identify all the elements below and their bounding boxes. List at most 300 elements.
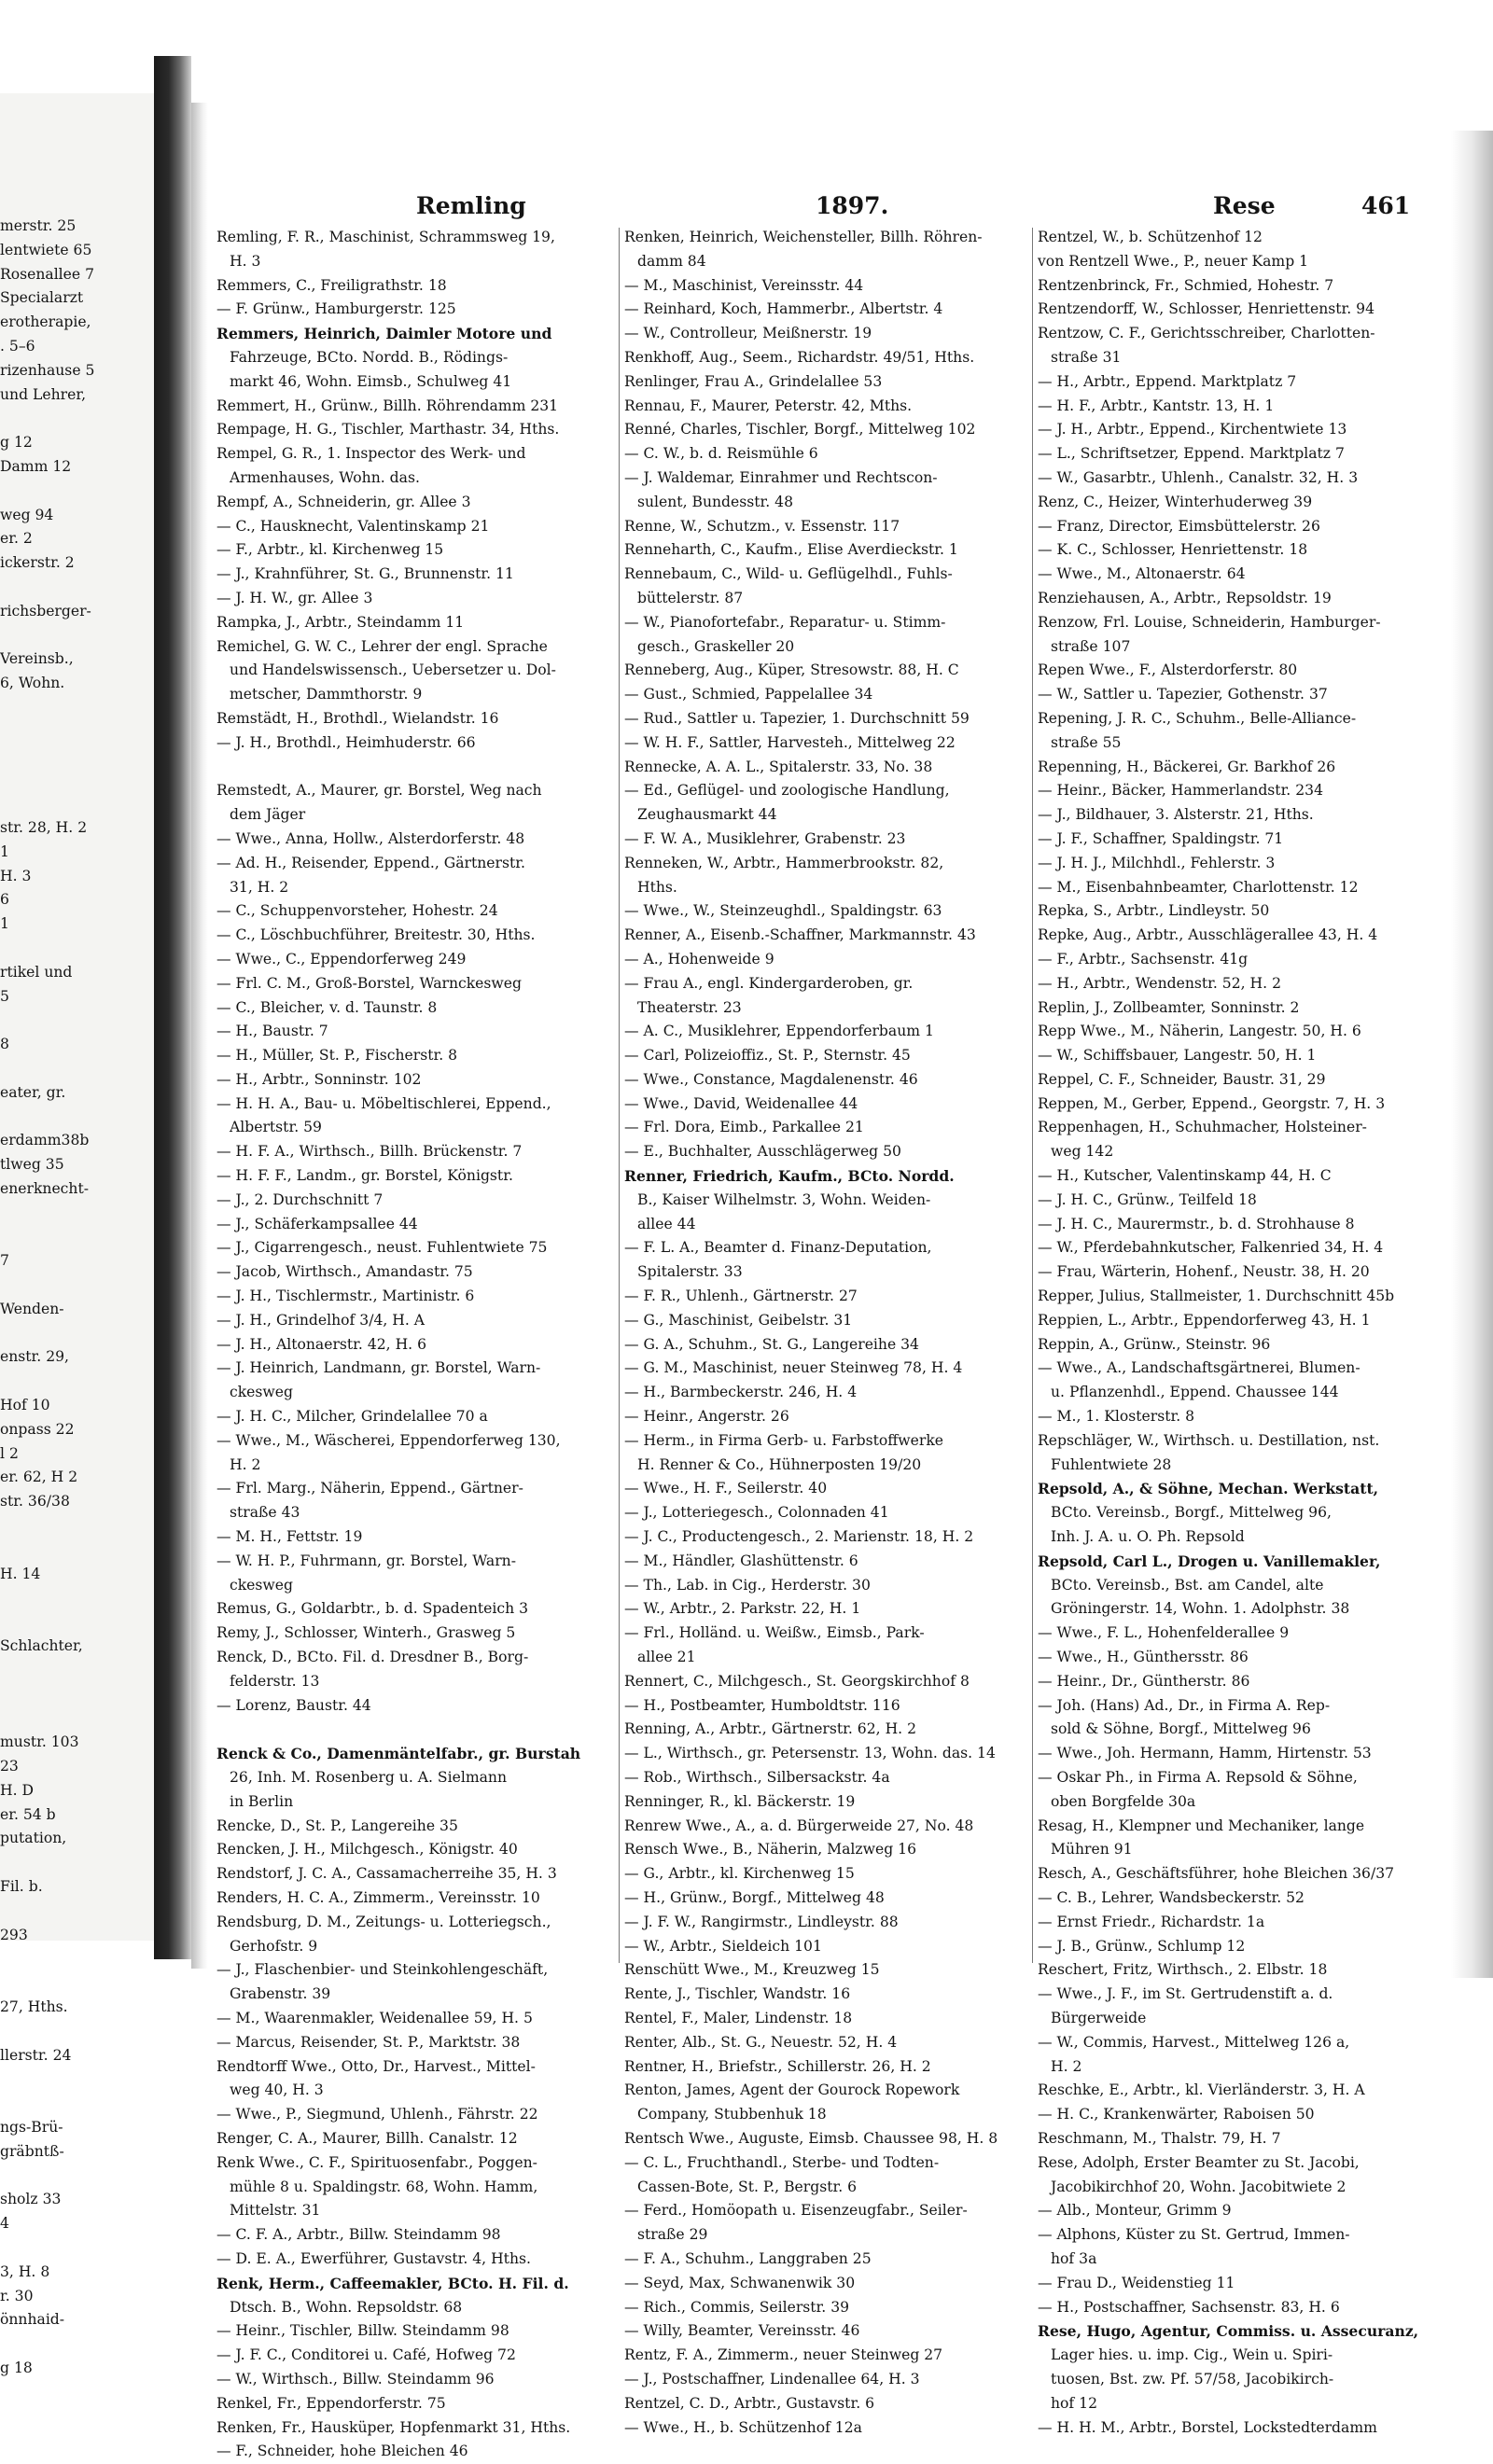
- directory-entry-line: — F., Schneider, hohe Bleichen 46: [216, 2443, 468, 2460]
- previous-page-text-fragment: 7: [0, 1252, 9, 1270]
- previous-page-text-fragment: er. 2: [0, 530, 33, 548]
- directory-entry-line: — Wwe., F. L., Hohenfelderallee 9: [1038, 1624, 1290, 1642]
- entry-continuation-line: straße 29: [637, 2226, 708, 2244]
- previous-page-text-fragment: 1: [0, 915, 9, 933]
- directory-entry-line: Rentz, F. A., Zimmerm., neuer Steinweg 27: [624, 2346, 943, 2364]
- entry-continuation-line: BCto. Vereinsb., Bst. am Candel, alte: [1051, 1576, 1324, 1594]
- previous-page-text-fragment: erotherapie,: [0, 313, 91, 331]
- previous-page-text-fragment: richsberger-: [0, 602, 91, 619]
- page-number: 461: [1361, 192, 1411, 219]
- previous-page-text-fragment: [0, 1514, 160, 1538]
- directory-entry-line: von Rentzell Wwe., P., neuer Kamp 1: [1038, 252, 1309, 270]
- directory-entry-line: — J. H. C., Milcher, Grindelallee 70 a: [216, 1408, 488, 1426]
- directory-entry-line: — Heinr., Tischler, Billw. Steindamm 98: [216, 2322, 509, 2340]
- previous-page-text-fragment: 1: [0, 842, 9, 860]
- directory-entry-line: Renner, A., Eisenb.-Schaffner, Markmannstr. 43: [624, 926, 976, 944]
- directory-entry-line: Renger, C. A., Maurer, Billh. Canalstr. 12: [216, 2129, 518, 2147]
- directory-entry-line: Renkel, Fr., Eppendorferstr. 75: [216, 2394, 446, 2412]
- entry-continuation-line: 31, H. 2: [230, 878, 289, 896]
- directory-entry-line: — J. F. W., Rangirmstr., Lindleystr. 88: [624, 1913, 899, 1930]
- page-gutter-shadow: [191, 103, 208, 1969]
- previous-page-text-fragment: [0, 1105, 160, 1129]
- directory-entry-line: Renziehausen, A., Arbtr., Repsoldstr. 19: [1038, 589, 1332, 606]
- previous-page-text-fragment: Damm 12: [0, 457, 72, 475]
- directory-entry-line: — J., 2. Durchschnitt 7: [216, 1190, 384, 1208]
- directory-entry-line: — Wwe., Joh. Hermann, Hamm, Hirtenstr. 53: [1038, 1745, 1372, 1762]
- directory-entry-line: — Frau, Wärterin, Hohenf., Neustr. 38, H. 20: [1038, 1263, 1370, 1281]
- entry-continuation-line: 26, Inh. M. Rosenberg u. A. Sielmann: [230, 1769, 507, 1786]
- directory-entry-line: Rennau, F., Maurer, Peterstr. 42, Mths.: [624, 397, 913, 414]
- previous-page-text-fragment: 293: [0, 1926, 28, 1943]
- directory-entry-line: — J. H., Grindelhof 3/4, H. A: [216, 1311, 426, 1329]
- directory-entry-line: — M., Maschinist, Vereinsstr. 44: [624, 276, 864, 294]
- directory-entry-line: — Wwe., C., Eppendorferweg 249: [216, 950, 467, 968]
- entry-continuation-line: H. Renner & Co., Hühnerposten 19/20: [637, 1455, 922, 1473]
- previous-page-text-fragment: lentwiete 65: [0, 241, 92, 258]
- directory-entry-line: — Jacob, Wirthsch., Amandastr. 75: [216, 1263, 473, 1281]
- entry-continuation-line: markt 46, Wohn. Eimsb., Schulweg 41: [230, 372, 512, 390]
- previous-page-text-fragment: Rosenallee 7: [0, 265, 95, 283]
- entry-continuation-line: u. Pflanzenhdl., Eppend. Chaussee 144: [1051, 1384, 1339, 1401]
- directory-entry-line: — Alb., Monteur, Grimm 9: [1038, 2202, 1232, 2220]
- directory-entry-line: Rendstorf, J. C. A., Cassamacherreihe 35, H. 3: [216, 1865, 557, 1883]
- directory-entry-line: — F. W. A., Musiklehrer, Grabenstr. 23: [624, 829, 906, 847]
- directory-entry-line: — Rud., Sattler u. Tapezier, 1. Durchschnitt 59: [624, 709, 970, 727]
- entry-continuation-line: ckesweg: [230, 1384, 293, 1401]
- previous-page-text-fragment: Hof 10: [0, 1397, 50, 1414]
- directory-entry-line: — J. H., Tischlermstr., Martinistr. 6: [216, 1288, 475, 1305]
- column-1: [216, 226, 616, 2464]
- page-edge: [1451, 131, 1493, 1978]
- directory-entry-line: Renton, James, Agent der Gourock Ropework: [624, 2081, 960, 2099]
- directory-entry-line: Renck, D., BCto. Fil. d. Dresdner B., Borg-: [216, 1649, 529, 1666]
- directory-entry-line: — H., Baustr. 7: [216, 1023, 328, 1040]
- previous-page-text-fragment: mustr. 103: [0, 1733, 79, 1751]
- directory-entry-line: — J. H. C., Grünw., Teilfeld 18: [1038, 1190, 1257, 1208]
- entry-continuation-line: und Handelswissensch., Uebersetzer u. Dol-: [230, 661, 556, 679]
- previous-page-text-fragment: [0, 407, 160, 431]
- directory-entry-line: Renning, A., Arbtr., Gärtnerstr. 62, H. 2: [624, 1720, 917, 1738]
- directory-entry-line: Rentzel, C. D., Arbtr., Gustavstr. 6: [624, 2394, 875, 2412]
- directory-entry-line: — W., Arbtr., 2. Parkstr. 22, H. 1: [624, 1600, 861, 1618]
- entry-continuation-line: weg 40, H. 3: [230, 2081, 324, 2099]
- directory-entry-line: Rendtorff Wwe., Otto, Dr., Harvest., Mittel-: [216, 2057, 536, 2075]
- entry-continuation-line: straße 107: [1051, 637, 1131, 655]
- directory-entry-line: — H., Barmbeckerstr. 246, H. 4: [624, 1384, 858, 1401]
- directory-entry-line: — W., Arbtr., Sieldeich 101: [624, 1937, 822, 1955]
- directory-entry-line: — J., Flaschenbier- und Steinkohlengeschäft,: [216, 1961, 549, 1979]
- directory-entry-line: Repp Wwe., M., Näherin, Langestr. 50, H. 6: [1038, 1023, 1361, 1040]
- directory-entry-line: — Ed., Geflügel- und zoologische Handlung,: [624, 782, 950, 800]
- directory-entry-line: Repsold, A., & Söhne, Mechan. Werkstatt,: [1038, 1480, 1379, 1498]
- directory-entry-line: Rentzenbrinck, Fr., Schmied, Hohestr. 7: [1038, 276, 1334, 294]
- previous-page-text-fragment: [0, 1610, 160, 1635]
- previous-page-text-fragment: str. 36/38: [0, 1493, 70, 1510]
- entry-continuation-line: Gröningerstr. 14, Wohn. 1. Adolphstr. 38: [1051, 1600, 1350, 1618]
- previous-page-text-fragment: [0, 1851, 160, 1875]
- directory-entry-line: — H., Arbtr., Wendenstr. 52, H. 2: [1038, 974, 1281, 992]
- entry-continuation-line: B., Kaiser Wilhelmstr. 3, Wohn. Weiden-: [637, 1190, 931, 1208]
- directory-entry-line: — Frau D., Weidenstieg 11: [1038, 2274, 1235, 2291]
- directory-entry-line: — W., Sattler u. Tapezier, Gothenstr. 37: [1038, 686, 1328, 703]
- directory-entry-line: Rencke, D., St. P., Langereihe 35: [216, 1817, 458, 1834]
- directory-entry-line: [216, 756, 616, 780]
- previous-page-text-fragment: [0, 745, 160, 769]
- previous-page-text-fragment: 5: [0, 987, 9, 1005]
- directory-entry-line: Repsold, Carl L., Drogen u. Vanillemakler,: [1038, 1552, 1381, 1570]
- directory-entry-line: — D. E. A., Ewerführer, Gustavstr. 4, Hths.: [216, 2249, 531, 2267]
- directory-entry-line: Renders, H. C. A., Zimmerm., Vereinsstr. 10: [216, 1888, 540, 1906]
- directory-entry-line: — Frl., Holländ. u. Weißw., Eimsb., Park-: [624, 1624, 925, 1642]
- previous-page-text-fragment: [0, 1057, 160, 1081]
- directory-entry-line: — H. F. A., Wirthsch., Billh. Brückenstr. 7: [216, 1143, 523, 1161]
- directory-entry-line: — M. H., Fettstr. 19: [216, 1528, 363, 1546]
- entry-continuation-line: weg 142: [1051, 1143, 1114, 1161]
- entry-continuation-line: Zeughausmarkt 44: [637, 806, 777, 824]
- directory-entry-line: Repening, J. R. C., Schuhm., Belle-Alliance-: [1038, 709, 1357, 727]
- entry-continuation-line: Dtsch. B., Wohn. Repsoldstr. 68: [230, 2298, 463, 2316]
- previous-page-text-fragment: 6, Wohn.: [0, 675, 65, 692]
- directory-entry-line: Rentel, F., Maler, Lindenstr. 18: [624, 2009, 853, 2026]
- directory-entry-line: — A. C., Musiklehrer, Eppendorferbaum 1: [624, 1023, 934, 1040]
- directory-entry-line: Rentzel, W., b. Schützenhof 12: [1038, 229, 1263, 245]
- directory-entry-line: — W., Gasarbtr., Uhlenh., Canalstr. 32, H. 3: [1038, 468, 1359, 486]
- entry-continuation-line: damm 84: [637, 252, 706, 270]
- directory-entry-line: — C. F. A., Arbtr., Billw. Steindamm 98: [216, 2226, 501, 2244]
- directory-entry-line: Reschke, E., Arbtr., kl. Vierländerstr. 3, H. A: [1038, 2081, 1365, 2099]
- directory-entry-line: — J. H., Arbtr., Eppend., Kirchentwiete 13: [1038, 421, 1347, 439]
- directory-entry-line: — Wwe., Constance, Magdalenenstr. 46: [624, 1070, 918, 1088]
- book-binding: [154, 56, 191, 1959]
- entry-continuation-line: Fuhlentwiete 28: [1051, 1455, 1172, 1473]
- directory-entry-line: — Wwe., P., Siegmund, Uhlenh., Fährstr. 22: [216, 2106, 538, 2123]
- directory-entry-line: — G. M., Maschinist, neuer Steinweg 78, H. 4: [624, 1359, 963, 1377]
- directory-entry-line: — Wwe., A., Landschaftsgärtnerei, Blumen-: [1038, 1359, 1360, 1377]
- directory-entry-line: Renk Wwe., C. F., Spirituosenfabr., Poggen-: [216, 2153, 537, 2171]
- directory-entry-line: — J. H., Altonaerstr. 42, H. 6: [216, 1335, 427, 1353]
- previous-page-text-fragment: [0, 624, 160, 648]
- directory-entry-line: Rendsburg, D. M., Zeitungs- u. Lotteriegsch.,: [216, 1913, 551, 1930]
- directory-entry-line: Remmert, H., Grünw., Billh. Röhrendamm 231: [216, 397, 559, 414]
- directory-entry-line: Resch, A., Geschäftsführer, hohe Bleichen 36/37: [1038, 1865, 1395, 1883]
- directory-entry-line: Renkhoff, Aug., Seem., Richardstr. 49/51, Hths.: [624, 348, 975, 366]
- directory-entry-line: — W., Commis, Harvest., Mittelweg 126 a,: [1038, 2033, 1350, 2051]
- directory-entry-line: — G., Maschinist, Geibelstr. 31: [624, 1311, 853, 1329]
- directory-entry-line: — J. H. W., gr. Allee 3: [216, 589, 373, 606]
- directory-entry-line: Remmers, C., Freiligrathstr. 18: [216, 276, 447, 294]
- directory-entry-line: Reppin, A., Grünw., Steinstr. 96: [1038, 1335, 1271, 1353]
- entry-continuation-line: mühle 8 u. Spaldingstr. 68, Wohn. Hamm,: [230, 2178, 538, 2195]
- entry-continuation-line: H. 2: [230, 1455, 261, 1473]
- page-header: [211, 192, 1444, 230]
- directory-entry-line: — W., Controlleur, Meißnerstr. 19: [624, 325, 872, 342]
- previous-page-text-fragment: Specialarzt: [0, 289, 84, 307]
- entry-continuation-line: Hths.: [637, 878, 677, 896]
- previous-page-text-fragment: er. 54 b: [0, 1805, 56, 1823]
- directory-entry-line: Reschert, Fritz, Wirthsch., 2. Elbstr. 18: [1038, 1961, 1328, 1979]
- directory-entry-line: — Herm., in Firma Gerb- u. Farbstoffwerke: [624, 1431, 944, 1449]
- entry-continuation-line: Inh. J. A. u. O. Ph. Repsold: [1051, 1528, 1245, 1546]
- previous-page-text-fragment: [0, 1683, 160, 1707]
- previous-page-text-fragment: 27, Hths.: [0, 1998, 68, 2015]
- directory-entry-line: — A., Hohenweide 9: [624, 950, 774, 968]
- previous-page-text-fragment: [0, 1009, 160, 1033]
- entry-continuation-line: Armenhauses, Wohn. das.: [230, 468, 420, 486]
- directory-entry-line: — J. H., Brothdl., Heimhuderstr. 66: [216, 733, 476, 751]
- previous-page-text-fragment: 23: [0, 1758, 19, 1775]
- directory-entry-line: — Wwe., H., Günthersstr. 86: [1038, 1649, 1249, 1666]
- entry-continuation-line: H. 3: [230, 252, 261, 270]
- directory-entry-line: Renneken, W., Arbtr., Hammerbrookstr. 82,: [624, 854, 944, 871]
- entry-continuation-line: oben Borgfelde 30a: [1051, 1792, 1196, 1810]
- directory-entry-line: Rentzendorff, W., Schlosser, Henriettenstr. 94: [1038, 300, 1375, 318]
- directory-entry-line: — L., Wirthsch., gr. Petersenstr. 13, Wohn. das. 14: [624, 1745, 996, 1762]
- directory-entry-line: Renter, Alb., St. G., Neuestr. 52, H. 4: [624, 2033, 898, 2051]
- entry-continuation-line: straße 31: [1051, 348, 1122, 366]
- previous-page-text-fragment: [0, 576, 160, 600]
- previous-page-text-fragment: 6: [0, 891, 9, 909]
- directory-entry-line: Renlinger, Frau A., Grindelallee 53: [624, 372, 883, 390]
- directory-entry-line: — J., Krahnführer, St. G., Brunnenstr. 11: [216, 565, 514, 583]
- directory-entry-line: Repen Wwe., F., Alsterdorferstr. 80: [1038, 661, 1298, 679]
- previous-page-text-fragment: [0, 937, 160, 961]
- previous-page-text-fragment: [0, 2165, 160, 2189]
- directory-entry-line: Rensch Wwe., B., Näherin, Malzweg 16: [624, 1841, 916, 1858]
- directory-entry-line: — Marcus, Reisender, St. P., Marktstr. 38: [216, 2033, 521, 2051]
- directory-entry-line: — H., Grünw., Borgf., Mittelweg 48: [624, 1888, 885, 1906]
- directory-entry-line: Rempage, H. G., Tischler, Marthastr. 34, Hths.: [216, 421, 560, 439]
- directory-entry-line: Remy, J., Schlosser, Winterh., Grasweg 5: [216, 1624, 516, 1642]
- directory-entry-line: Repenning, H., Bäckerei, Gr. Barkhof 26: [1038, 758, 1336, 775]
- previous-page-text-fragment: 4: [0, 2215, 9, 2233]
- previous-page-text-fragment: [0, 2092, 160, 2116]
- directory-entry-line: — C., Schuppenvorsteher, Hohestr. 24: [216, 902, 498, 920]
- directory-entry-line: Reppel, C. F., Schneider, Baustr. 31, 29: [1038, 1070, 1326, 1088]
- directory-entry-line: — Ernst Friedr., Richardstr. 1a: [1038, 1913, 1265, 1930]
- directory-entry-line: — J. F. C., Conditorei u. Café, Hofweg 72: [216, 2346, 516, 2364]
- directory-entry-line: — K. C., Schlosser, Henriettenstr. 18: [1038, 541, 1308, 559]
- entry-continuation-line: felderstr. 13: [230, 1672, 320, 1690]
- directory-entry-line: — Wwe., M., Wäscherei, Eppendorferweg 130,: [216, 1431, 561, 1449]
- directory-entry-line: Renschütt Wwe., M., Kreuzweg 15: [624, 1961, 880, 1979]
- previous-page-text-fragment: [0, 1947, 160, 1971]
- directory-entry-line: Rese, Hugo, Agentur, Commiss. u. Assecuranz,: [1038, 2322, 1419, 2341]
- previous-page-text-fragment: [0, 720, 160, 745]
- previous-page-text-fragment: [0, 2067, 160, 2092]
- directory-entry-line: — Frl. Dora, Eimb., Parkallee 21: [624, 1119, 864, 1136]
- entry-continuation-line: ckesweg: [230, 1576, 293, 1594]
- directory-entry-line: — G. A., Schuhm., St. G., Langereihe 34: [624, 1335, 919, 1353]
- previous-page-text-fragment: erdamm38b: [0, 1132, 90, 1149]
- directory-entry-line: — J. Waldemar, Einrahmer und Rechtscon-: [624, 468, 938, 486]
- directory-entry-line: [216, 1718, 616, 1742]
- directory-entry-line: — Rob., Wirthsch., Silbersackstr. 4a: [624, 1769, 890, 1786]
- previous-page-text-fragment: [0, 480, 160, 504]
- entry-continuation-line: Fahrzeuge, BCto. Nordd. B., Rödings-: [230, 348, 509, 366]
- directory-entry-line: — W. H. F., Sattler, Harvesteh., Mittelweg 22: [624, 733, 956, 751]
- previous-page-text-fragment: l 2: [0, 1444, 19, 1462]
- directory-entry-line: — Frl. C. M., Groß-Borstel, Warnckesweg: [216, 974, 522, 992]
- previous-page-text-fragment: . 5–6: [0, 337, 35, 355]
- directory-entry-line: — J., Schäferkampsallee 44: [216, 1215, 418, 1232]
- entry-continuation-line: Albertstr. 59: [230, 1119, 322, 1136]
- directory-entry-line: — Wwe., M., Altonaerstr. 64: [1038, 565, 1246, 583]
- previous-page-text-fragment: önnhaid-: [0, 2311, 65, 2329]
- directory-entry-line: — J., Bildhauer, 3. Alsterstr. 21, Hths.: [1038, 806, 1314, 824]
- directory-page: [211, 131, 1447, 2460]
- directory-entry-line: — F., Arbtr., kl. Kirchenweg 15: [216, 541, 444, 559]
- previous-page-text-fragment: tlweg 35: [0, 1156, 64, 1174]
- directory-entry-line: — Wwe., David, Weidenallee 44: [624, 1094, 858, 1112]
- directory-entry-line: Repke, Aug., Arbtr., Ausschlägerallee 43, H. 4: [1038, 926, 1378, 944]
- previous-page-text-fragment: weg 94: [0, 506, 54, 523]
- directory-entry-line: — J., Cigarrengesch., neust. Fuhlentwiete 75: [216, 1239, 548, 1257]
- directory-entry-line: Reppenhagen, H., Schuhmacher, Holsteiner-: [1038, 1119, 1367, 1136]
- directory-entry-line: — Seyd, Max, Schwanenwik 30: [624, 2274, 856, 2291]
- entry-continuation-line: Bürgerweide: [1051, 2009, 1147, 2026]
- directory-entry-line: — J. H. J., Milchhdl., Fehlerstr. 3: [1038, 854, 1276, 871]
- entry-continuation-line: metscher, Dammthorstr. 9: [230, 686, 423, 703]
- previous-page-text-fragment: enstr. 29,: [0, 1348, 69, 1366]
- previous-page-text-fragment: Fil. b.: [0, 1877, 43, 1895]
- header-right-word: Rese: [1213, 192, 1276, 219]
- directory-entry-line: Remmers, Heinrich, Daimler Motore und: [216, 325, 552, 343]
- previous-page-text-fragment: rizenhause 5: [0, 361, 95, 379]
- previous-page-text-fragment: und Lehrer,: [0, 385, 87, 403]
- directory-entry-line: — J., Lotteriegesch., Colonnaden 41: [624, 1504, 889, 1522]
- directory-entry-line: — C., Löschbuchführer, Breitestr. 30, Hths.: [216, 926, 536, 944]
- directory-entry-line: — Wwe., W., Steinzeughdl., Spaldingstr. 63: [624, 902, 942, 920]
- directory-entry-line: Renck & Co., Damenmäntelfabr., gr. Burstah: [216, 1745, 581, 1763]
- directory-entry-line: — M., Waarenmakler, Weidenallee 59, H. 5: [216, 2009, 533, 2026]
- directory-entry-line: Renneharth, C., Kaufm., Elise Averdieckstr. 1: [624, 541, 958, 559]
- entry-continuation-line: Mittelstr. 31: [230, 2202, 321, 2220]
- entry-continuation-line: büttelerstr. 87: [637, 589, 744, 606]
- header-year: 1897.: [816, 192, 889, 219]
- previous-page-text-fragment: ickerstr. 2: [0, 554, 75, 572]
- entry-continuation-line: dem Jäger: [230, 806, 306, 824]
- previous-page-text-fragment: Vereinsb.,: [0, 650, 74, 668]
- directory-entry-line: — J. C., Productengesch., 2. Marienstr. 18, H. 2: [624, 1528, 974, 1546]
- directory-entry-line: — Reinhard, Koch, Hammerbr., Albertstr. 4: [624, 300, 943, 318]
- directory-entry-line: Remling, F. R., Maschinist, Schrammsweg 19,: [216, 229, 555, 245]
- directory-entry-line: — Ferd., Homöopath u. Eisenzeugfabr., Seiler-: [624, 2202, 968, 2220]
- directory-entry-line: — W., Pianofortefabr., Reparatur- u. Stimm-: [624, 613, 946, 631]
- directory-entry-line: — Frl. Marg., Näherin, Eppend., Gärtner-: [216, 1480, 523, 1497]
- previous-page-text-fragment: 3, H. 8: [0, 2262, 50, 2280]
- previous-page-text-fragment: [0, 1971, 160, 1996]
- directory-entry-line: — Joh. (Hans) Ad., Dr., in Firma A. Rep-: [1038, 1696, 1331, 1714]
- directory-entry-line: — H. H. M., Arbtr., Borstel, Lockstedterdamm: [1038, 2418, 1377, 2436]
- directory-entry-line: Rennecke, A. A. L., Spitalerstr. 33, No. 38: [624, 758, 933, 775]
- directory-entry-line: — Rich., Commis, Seilerstr. 39: [624, 2298, 850, 2316]
- directory-entry-line: — M., 1. Klosterstr. 8: [1038, 1408, 1195, 1426]
- previous-page-text-fragment: [0, 792, 160, 816]
- previous-page-text-fragment: putation,: [0, 1830, 67, 1847]
- entry-continuation-line: allee 44: [637, 1215, 696, 1232]
- previous-page-text-fragment: merstr. 25: [0, 217, 77, 234]
- directory-entry-line: Rempf, A., Schneiderin, gr. Allee 3: [216, 493, 471, 510]
- directory-entry-line: — H. F., Arbtr., Kantstr. 13, H. 1: [1038, 397, 1275, 414]
- directory-entry-line: Reppen, M., Gerber, Eppend., Georgstr. 7, H. 3: [1038, 1094, 1386, 1112]
- directory-entry-line: — L., Schriftsetzer, Eppend. Marktplatz 7: [1038, 445, 1345, 463]
- previous-page-column: [0, 215, 160, 2381]
- previous-page-text-fragment: ngs-Brü-: [0, 2118, 63, 2136]
- header-left-word: Remling: [416, 192, 526, 219]
- directory-entry-line: — F. Grünw., Hamburgerstr. 125: [216, 300, 456, 318]
- directory-entry-line: Renzow, Frl. Louise, Schneiderin, Hamburger-: [1038, 613, 1381, 631]
- previous-page-text-fragment: [0, 696, 160, 720]
- directory-entry-line: — Willy, Beamter, Vereinsstr. 46: [624, 2322, 860, 2340]
- entry-continuation-line: Theaterstr. 23: [637, 998, 742, 1016]
- directory-entry-line: Rampka, J., Arbtr., Steindamm 11: [216, 613, 465, 631]
- entry-continuation-line: Cassen-Bote, St. P., Bergstr. 6: [637, 2178, 858, 2195]
- previous-page-text-fragment: r. 30: [0, 2287, 34, 2304]
- entry-continuation-line: Grabenstr. 39: [230, 1985, 331, 2003]
- directory-entry-line: — Franz, Director, Eimsbüttelerstr. 26: [1038, 517, 1320, 535]
- previous-page-text-fragment: [0, 1202, 160, 1226]
- directory-entry-line: — Oskar Ph., in Firma A. Repsold & Söhne,: [1038, 1769, 1358, 1786]
- directory-entry-line: — H., Müller, St. P., Fischerstr. 8: [216, 1047, 458, 1065]
- directory-entry-line: Renner, Friedrich, Kaufm., BCto. Nordd.: [624, 1167, 955, 1186]
- previous-page-text-fragment: onpass 22: [0, 1420, 75, 1438]
- previous-page-text-fragment: [0, 1322, 160, 1346]
- previous-page-text-fragment: H. 14: [0, 1565, 41, 1582]
- previous-page-text-fragment: [0, 1538, 160, 1563]
- directory-entry-line: Rese, Adolph, Erster Beamter zu St. Jacobi,: [1038, 2153, 1360, 2171]
- directory-entry-line: — J. H. C., Maurermstr., b. d. Strohhause 8: [1038, 1215, 1355, 1232]
- directory-entry-line: — Heinr., Angerstr. 26: [624, 1408, 789, 1426]
- directory-entry-line: Resag, H., Klempner und Mechaniker, lange: [1038, 1817, 1365, 1834]
- directory-entry-line: Rentzow, C. F., Gerichtsschreiber, Charlotten-: [1038, 325, 1375, 342]
- directory-entry-line: — C., Hausknecht, Valentinskamp 21: [216, 517, 490, 535]
- directory-entry-line: — H., Arbtr., Sonninstr. 102: [216, 1070, 422, 1088]
- previous-page-text-fragment: [0, 1659, 160, 1683]
- directory-entry-line: — J., Postschaffner, Lindenallee 64, H. 3: [624, 2370, 920, 2387]
- directory-entry-line: Rennert, C., Milchgesch., St. Georgskirchhof 8: [624, 1672, 970, 1690]
- previous-page-text-fragment: rtikel und: [0, 963, 73, 981]
- previous-page-text-fragment: [0, 1370, 160, 1394]
- directory-entry-line: — Frau A., engl. Kindergarderoben, gr.: [624, 974, 914, 992]
- entry-continuation-line: Mühren 91: [1051, 1841, 1133, 1858]
- directory-entry-line: Rentner, H., Briefstr., Schillerstr. 26, H. 2: [624, 2057, 931, 2075]
- directory-entry-line: Renken, Fr., Hausküper, Hopfenmarkt 31, Hths.: [216, 2418, 571, 2436]
- directory-entry-line: — Ad. H., Reisender, Eppend., Gärtnerstr.: [216, 854, 525, 871]
- previous-page-text-fragment: eater, gr.: [0, 1083, 66, 1101]
- directory-entry-line: — F. A., Schuhm., Langgraben 25: [624, 2249, 872, 2267]
- previous-page-text-fragment: [0, 768, 160, 792]
- previous-page-text-fragment: str. 28, H. 2: [0, 818, 88, 836]
- directory-entry-line: — Alphons, Küster zu St. Gertrud, Immen-: [1038, 2226, 1350, 2244]
- directory-entry-line: — W., Schiffsbauer, Langestr. 50, H. 1: [1038, 1047, 1317, 1065]
- directory-entry-line: — E., Buchhalter, Ausschlägerweg 50: [624, 1143, 901, 1161]
- entry-continuation-line: hof 3a: [1051, 2249, 1097, 2267]
- entry-continuation-line: straße 55: [1051, 733, 1122, 751]
- previous-page-text-fragment: H. D: [0, 1781, 35, 1799]
- previous-page-text-fragment: [0, 2332, 160, 2357]
- previous-page-text-fragment: [0, 1274, 160, 1298]
- directory-entry-line: Renninger, R., kl. Bäckerstr. 19: [624, 1792, 856, 1810]
- entry-continuation-line: Gerhofstr. 9: [230, 1937, 318, 1955]
- directory-entry-line: — Wwe., Anna, Hollw., Alsterdorferstr. 48: [216, 829, 525, 847]
- entry-continuation-line: tuosen, Bst. zw. Pf. 57/58, Jacobikirch-: [1051, 2370, 1334, 2387]
- previous-page-text-fragment: [0, 2020, 160, 2044]
- directory-entry-line: — Wwe., J. F., im St. Gertrudenstift a. d.: [1038, 1985, 1333, 2003]
- entry-continuation-line: sold & Söhne, Borgf., Mittelweg 96: [1051, 1720, 1311, 1738]
- directory-entry-line: Remstädt, H., Brothdl., Wielandstr. 16: [216, 709, 499, 727]
- entry-continuation-line: gesch., Graskeller 20: [637, 637, 795, 655]
- entry-continuation-line: H. 2: [1051, 2057, 1082, 2075]
